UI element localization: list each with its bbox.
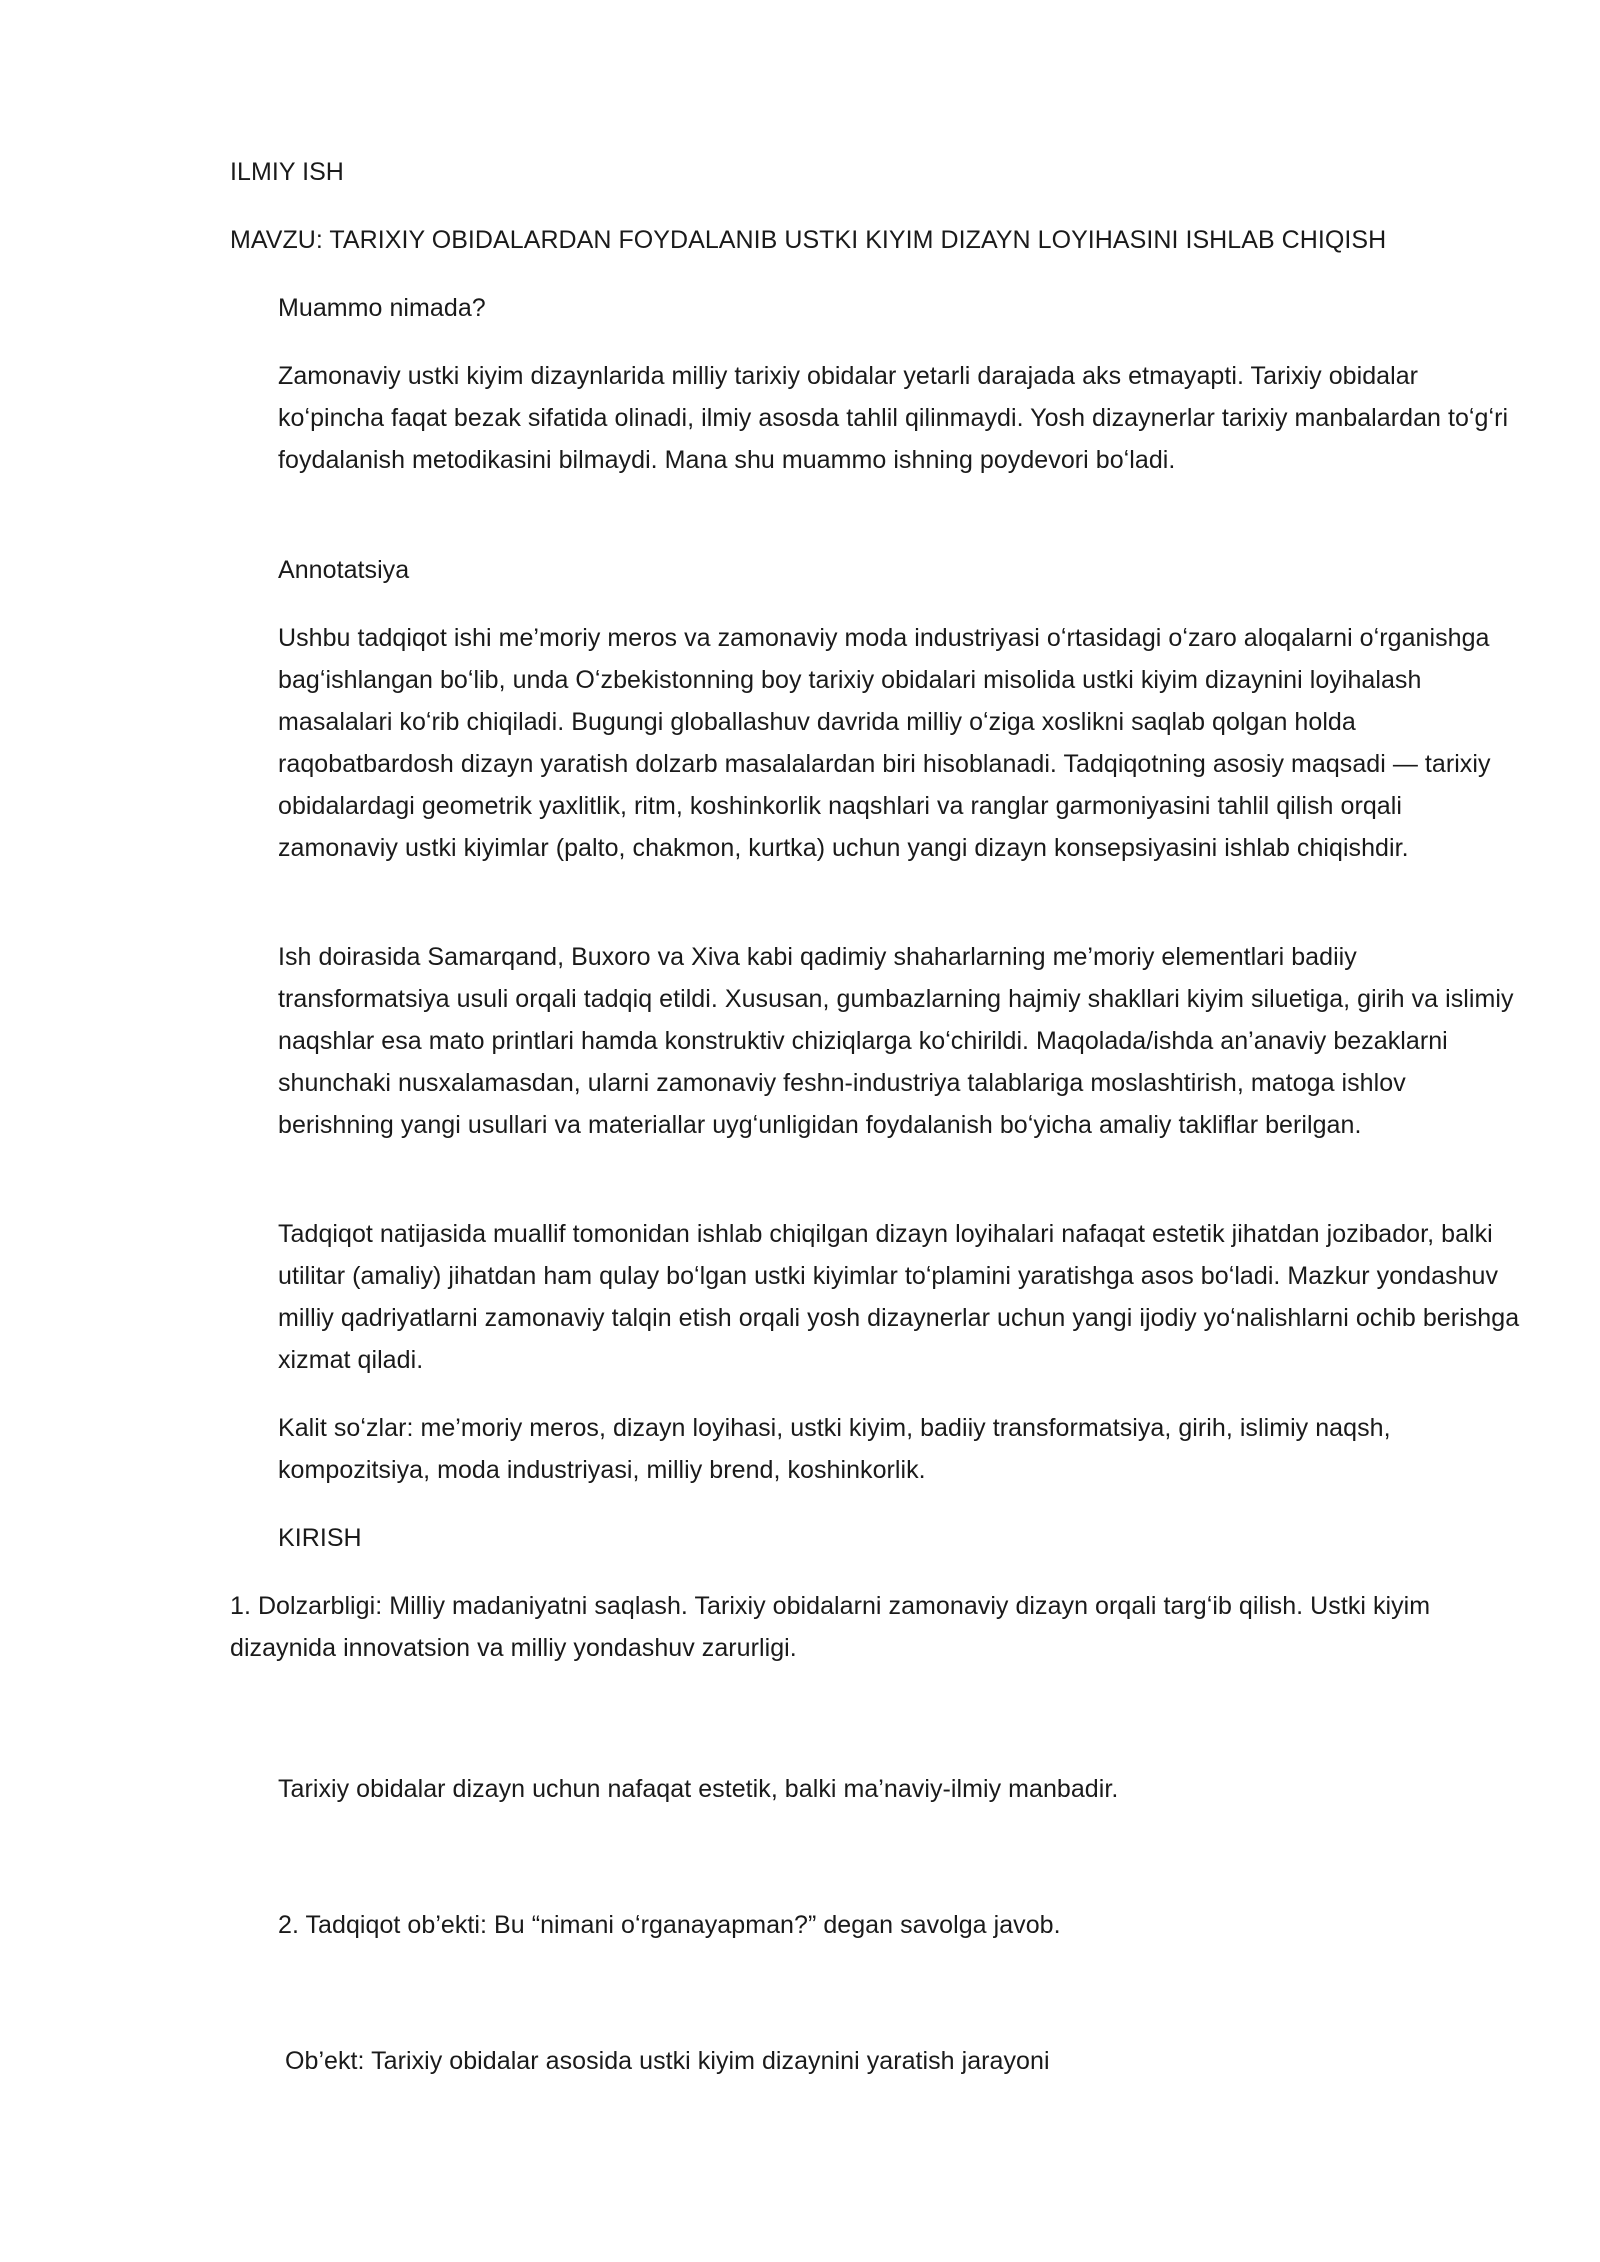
research-object-paragraph: 2. Tadqiqot ob’ekti: Bu “nimani oʻrganayapman?” degan savolga javob. xyxy=(278,1911,1061,1939)
object-definition-paragraph: Ob’ekt: Tarixiy obidalar asosida ustki kiyim dizaynini yaratish jarayoni xyxy=(278,2047,1050,2075)
document-heading: ILMIY ISH xyxy=(230,158,344,186)
annotation-paragraph-1: Ushbu tadqiqot ishi me’moriy meros va zamonaviy moda industriyasi oʻrtasidagi oʻzaro aloqalarni oʻrganishga bagʻishlangan boʻlib, unda Oʻzbekistonning boy tarixiy obidalari misolida ustki kiyim dizaynini loyihalash masalalari koʻrib chiqiladi. Bugungi globallashuv davrida milliy oʻziga xoslikni saqlab qolgan holda raqobatbardosh dizayn yaratish dolzarb masalalardan biri hisoblanadi. Tadqiqotning asosiy maqsadi — tarixiy obidalardagi geometrik yaxlitlik, ritm, koshinkorlik naqshlari va ranglar garmoniyasini tahlil qilish orqali zamonaviy ustki kiyimlar (palto, chakmon, kurtka) uchun yangi dizayn konsepsiyasini ishlab chiqishdir. xyxy=(278,624,1491,862)
statement-paragraph: Tarixiy obidalar dizayn uchun nafaqat estetik, balki ma’naviy-ilmiy manbadir. xyxy=(278,1775,1119,1803)
intro-heading: KIRISH xyxy=(278,1524,362,1552)
problem-heading: Muammo nimada? xyxy=(278,294,486,322)
annotation-paragraph-3: Tadqiqot natijasida muallif tomonidan ishlab chiqilgan dizayn loyihalari nafaqat estetik jihatdan jozibador, balki utilitar (amaliy) jihatdan ham qulay boʻlgan ustki kiyimlar toʻplamini yaratishga asos boʻladi. Mazkur yondashuv milliy qadriyatlarni zamonaviy talqin etish orqali yosh dizaynerlar uchun yangi ijodiy yoʻnalishlarni ochib berishga xizmat qiladi. xyxy=(278,1220,1520,1374)
topic-title: MAVZU: TARIXIY OBIDALARDAN FOYDALANIB USTKI KIYIM DIZAYN LOYIHASINI ISHLAB CHIQISH xyxy=(230,226,1387,254)
keywords-paragraph: Kalit soʻzlar: me’moriy meros, dizayn loyihasi, ustki kiyim, badiiy transformatsiya, girih, islimiy naqsh, kompozitsiya, moda industriyasi, milliy brend, koshinkorlik. xyxy=(278,1414,1391,1484)
relevance-paragraph: 1. Dolzarbligi: Milliy madaniyatni saqlash. Tarixiy obidalarni zamonaviy dizayn orqali targʻib qilish. Ustki kiyim dizaynida innovatsion va milliy yondashuv zarurligi. xyxy=(230,1592,1431,1662)
problem-paragraph: Zamonaviy ustki kiyim dizaynlarida milliy tarixiy obidalar yetarli darajada aks etmayapti. Tarixiy obidalar koʻpincha faqat bezak sifatida olinadi, ilmiy asosda tahlil qilinmaydi. Yosh dizaynerlar tarixiy manbalardan toʻgʻri foydalanish metodikasini bilmaydi. Mana shu muammo ishning poydevori boʻladi. xyxy=(278,362,1509,474)
annotation-paragraph-2: Ish doirasida Samarqand, Buxoro va Xiva kabi qadimiy shaharlarning me’moriy elementlari badiiy transformatsiya usuli orqali tadqiq etildi. Xususan, gumbazlarning hajmiy shakllari kiyim siluetiga, girih va islimiy naqshlar esa mato printlari hamda konstruktiv chiziqlarga koʻchirildi. Maqolada/ishda an’anaviy bezaklarni shunchaki nusxalamasdan, ularni zamonaviy feshn-industriya talablariga moslashtirish, matoga ishlov berishning yangi usullari va materiallar uygʻunligidan foydalanish boʻyicha amaliy takliflar berilgan. xyxy=(278,943,1514,1139)
annotation-heading: Annotatsiya xyxy=(278,556,410,584)
